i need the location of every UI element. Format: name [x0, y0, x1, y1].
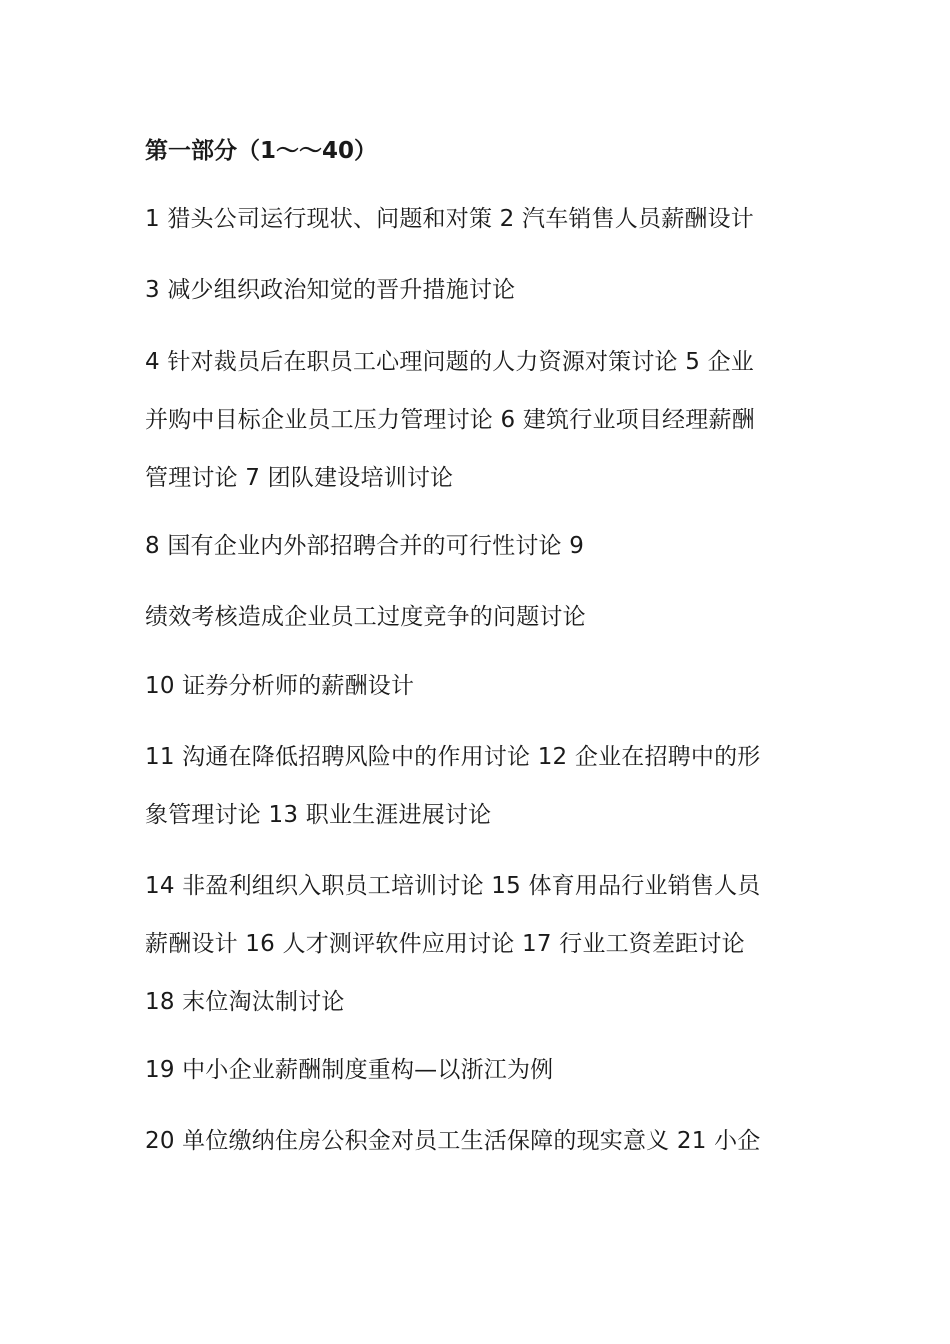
text-line: 薪酬设计 16 人才测评软件应用讨论 17 行业工资差距讨论	[145, 931, 745, 957]
text-line: 14 非盈利组织入职员工培训讨论 15 体育用品行业销售人员	[145, 873, 761, 899]
text-line: 10 证券分析师的薪酬设计	[145, 673, 415, 699]
paragraph	[145, 529, 825, 587]
text-line: 4 针对裁员后在职员工心理问题的人力资源对策讨论 5 企业	[145, 349, 754, 375]
section-heading: 第一部分（1～～40）	[145, 138, 378, 164]
paragraph	[145, 345, 825, 519]
paragraph	[145, 869, 825, 1043]
text-line: 管理讨论 7 团队建设培训讨论	[145, 465, 454, 491]
paragraph	[145, 600, 825, 658]
text-line: 并购中目标企业员工压力管理讨论 6 建筑行业项目经理薪酬	[145, 407, 755, 433]
paragraph	[145, 1124, 825, 1182]
paragraph	[145, 273, 825, 331]
text-line: 19 中小企业薪酬制度重构—以浙江为例	[145, 1057, 554, 1083]
text-line: 11 沟通在降低招聘风险中的作用讨论 12 企业在招聘中的形	[145, 744, 761, 770]
text-line: 3 减少组织政治知觉的晋升措施讨论	[145, 277, 516, 303]
text-line: 20 单位缴纳住房公积金对员工生活保障的现实意义 21 小企	[145, 1128, 761, 1154]
text-line: 象管理讨论 13 职业生涯进展讨论	[145, 802, 492, 828]
text-line: 绩效考核造成企业员工过度竞争的问题讨论	[145, 604, 586, 630]
paragraph	[145, 1053, 825, 1111]
paragraph	[145, 669, 825, 727]
paragraph	[145, 202, 825, 260]
paragraph	[145, 740, 825, 856]
text-line: 18 末位淘汰制讨论	[145, 989, 345, 1015]
text-line: 8 国有企业内外部招聘合并的可行性讨论 9	[145, 533, 585, 559]
text-line: 1 猎头公司运行现状、问题和对策 2 汽车销售人员薪酬设计	[145, 206, 754, 232]
